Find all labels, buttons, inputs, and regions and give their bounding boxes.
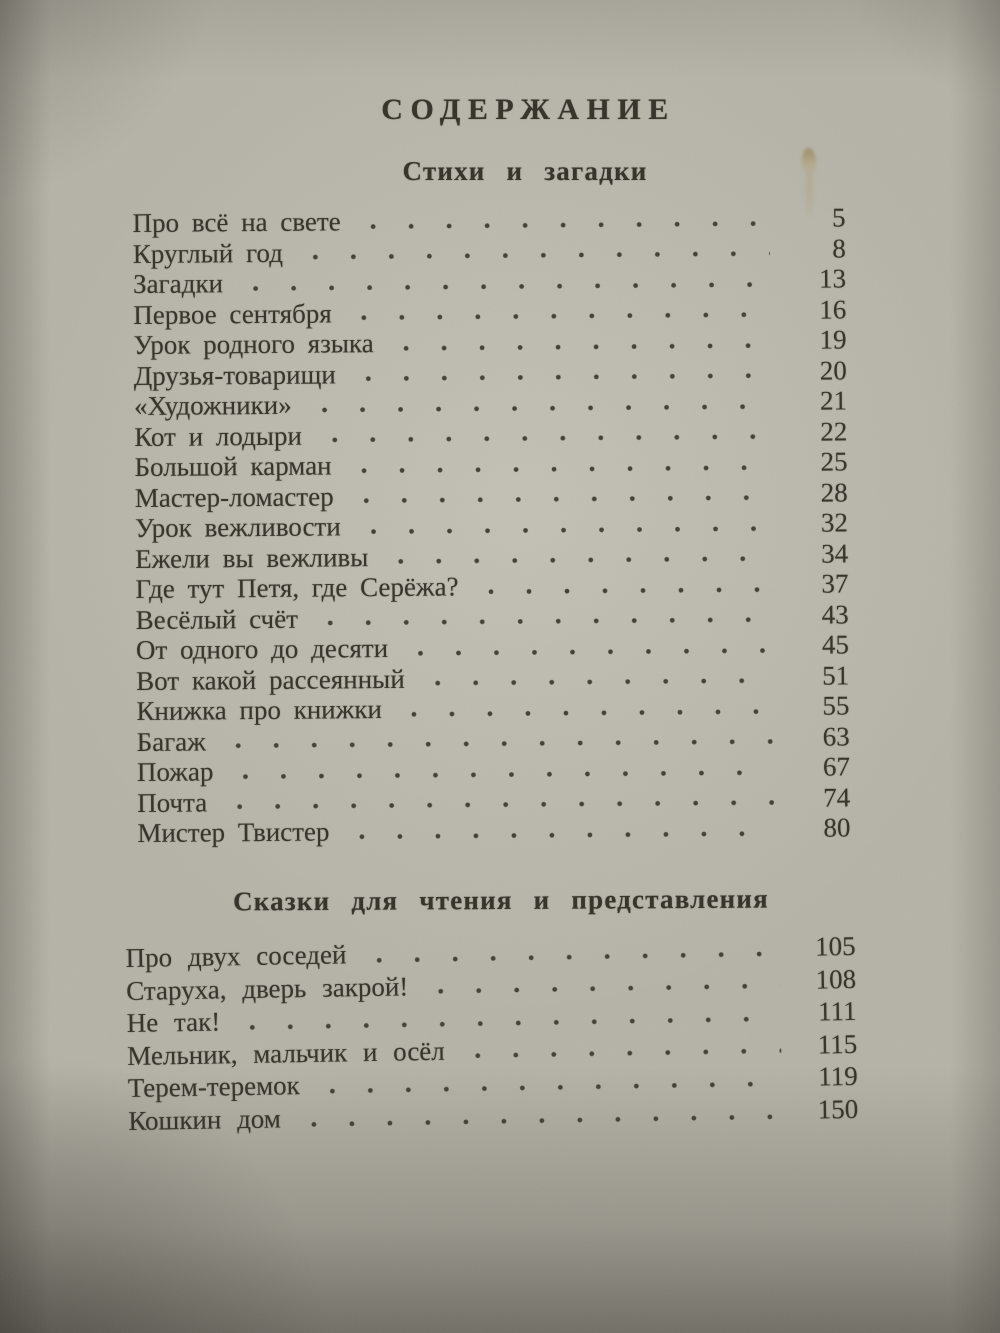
- dot-leader: [373, 951, 780, 963]
- dot-leader: [233, 800, 774, 809]
- entry-page-number: 80: [823, 812, 851, 843]
- entry-page-number: 25: [820, 446, 848, 477]
- entry-page-number: 32: [820, 507, 849, 538]
- dot-leader: [408, 708, 774, 716]
- dot-leader: [367, 525, 772, 533]
- entry-title: Про двух соседей: [125, 939, 347, 974]
- dot-leader: [309, 251, 770, 260]
- entry-title: Загадки: [132, 268, 224, 300]
- entry-page-number: 43: [821, 598, 849, 630]
- entry-title: Пожар: [136, 756, 214, 787]
- entry-title: Книжка про книжки: [136, 694, 382, 726]
- entry-title: От одного до десяти: [135, 633, 389, 665]
- dot-leader: [358, 312, 771, 320]
- entry-page-number: 34: [821, 537, 849, 569]
- entry-title: Терем-теремок: [127, 1070, 301, 1104]
- entry-page-number: 22: [820, 415, 848, 447]
- toc-section: [0, 883, 1000, 1136]
- dot-leader: [232, 739, 774, 748]
- entry-title: Где тут Петя, где Серёжа?: [135, 571, 459, 604]
- entry-title: Про всё на свете: [132, 206, 341, 239]
- dot-leader: [239, 769, 774, 778]
- entry-title: Первое сентября: [133, 297, 332, 330]
- entry-page-number: 21: [819, 385, 848, 416]
- dot-leader: [328, 434, 771, 442]
- entry-page-number: 111: [817, 996, 857, 1027]
- toc-entry: [137, 812, 850, 848]
- entry-page-number: 28: [820, 476, 848, 508]
- dot-leader: [431, 678, 774, 686]
- entry-page-number: 108: [815, 963, 857, 995]
- entry-title: Весёлый счёт: [135, 603, 299, 635]
- entry-title: Мистер Твистер: [137, 816, 330, 848]
- section-entries: [125, 930, 858, 1138]
- entry-page-number: 115: [817, 1028, 858, 1060]
- entry-page-number: 8: [832, 232, 846, 264]
- dot-leader: [358, 464, 772, 472]
- entry-title: Мельник, мальчик и осёл: [127, 1035, 445, 1071]
- dot-leader: [362, 373, 771, 381]
- entry-page-number: 150: [817, 1093, 859, 1125]
- dot-leader: [249, 282, 770, 291]
- entry-page-number: 55: [822, 690, 850, 721]
- entry-page-number: 19: [819, 324, 847, 355]
- entry-title: Почта: [137, 786, 208, 818]
- dot-leader: [485, 586, 773, 593]
- entry-page-number: 119: [817, 1061, 858, 1092]
- entry-page-number: 51: [822, 659, 850, 691]
- section-heading: Сказки для чтения и представления: [232, 883, 770, 917]
- entry-title: Кот и лодыри: [134, 420, 302, 452]
- entry-title: Друзья-товарищи: [133, 358, 336, 391]
- dot-leader: [360, 495, 772, 503]
- entry-title: Мастер-ломастер: [134, 480, 334, 513]
- toc-section: [0, 156, 1000, 848]
- entry-title: Не так!: [126, 1006, 221, 1039]
- entry-page-number: 13: [818, 263, 847, 294]
- entry-title: Круглый год: [132, 237, 283, 269]
- entry-title: Вот какой рассеянный: [136, 663, 405, 696]
- entry-title: Кошкин дом: [128, 1103, 282, 1136]
- entry-title: «Художники»: [133, 389, 292, 422]
- dot-leader: [356, 830, 775, 838]
- dot-leader: [394, 556, 772, 564]
- dot-leader: [367, 221, 770, 229]
- dot-leader: [326, 1081, 782, 1094]
- entry-title: Багаж: [136, 725, 206, 757]
- section-entries: [132, 202, 850, 848]
- dot-leader: [414, 647, 773, 655]
- dot-leader: [318, 404, 771, 413]
- entry-page-number: 45: [821, 629, 850, 660]
- entry-page-number: 5: [831, 202, 846, 233]
- entry-page-number: 20: [819, 354, 847, 386]
- entry-page-number: 74: [823, 781, 851, 813]
- entry-page-number: 16: [819, 293, 847, 325]
- entry-page-number: 67: [822, 751, 851, 782]
- page-title: СОДЕРЖАНИЕ: [381, 93, 676, 126]
- entry-page-number: 105: [814, 930, 856, 962]
- entry-title: Ежели вы вежливы: [135, 541, 369, 574]
- entry-title: Большой карман: [134, 450, 332, 483]
- entry-page-number: 37: [821, 568, 849, 599]
- entry-title: Старуха, дверь закрой!: [125, 970, 409, 1006]
- dot-leader: [324, 617, 773, 626]
- entry-title: Урок родного языка: [133, 328, 374, 361]
- dot-leader: [307, 1114, 782, 1127]
- dot-leader: [400, 343, 771, 351]
- entry-page-number: 63: [822, 720, 850, 752]
- section-heading: Стихи и загадки: [402, 156, 648, 186]
- dot-leader: [434, 983, 780, 994]
- paper-stain-tail: [806, 170, 813, 216]
- dot-leader: [471, 1049, 782, 1059]
- dot-leader: [246, 1016, 781, 1030]
- entry-title: Урок вежливости: [134, 511, 341, 543]
